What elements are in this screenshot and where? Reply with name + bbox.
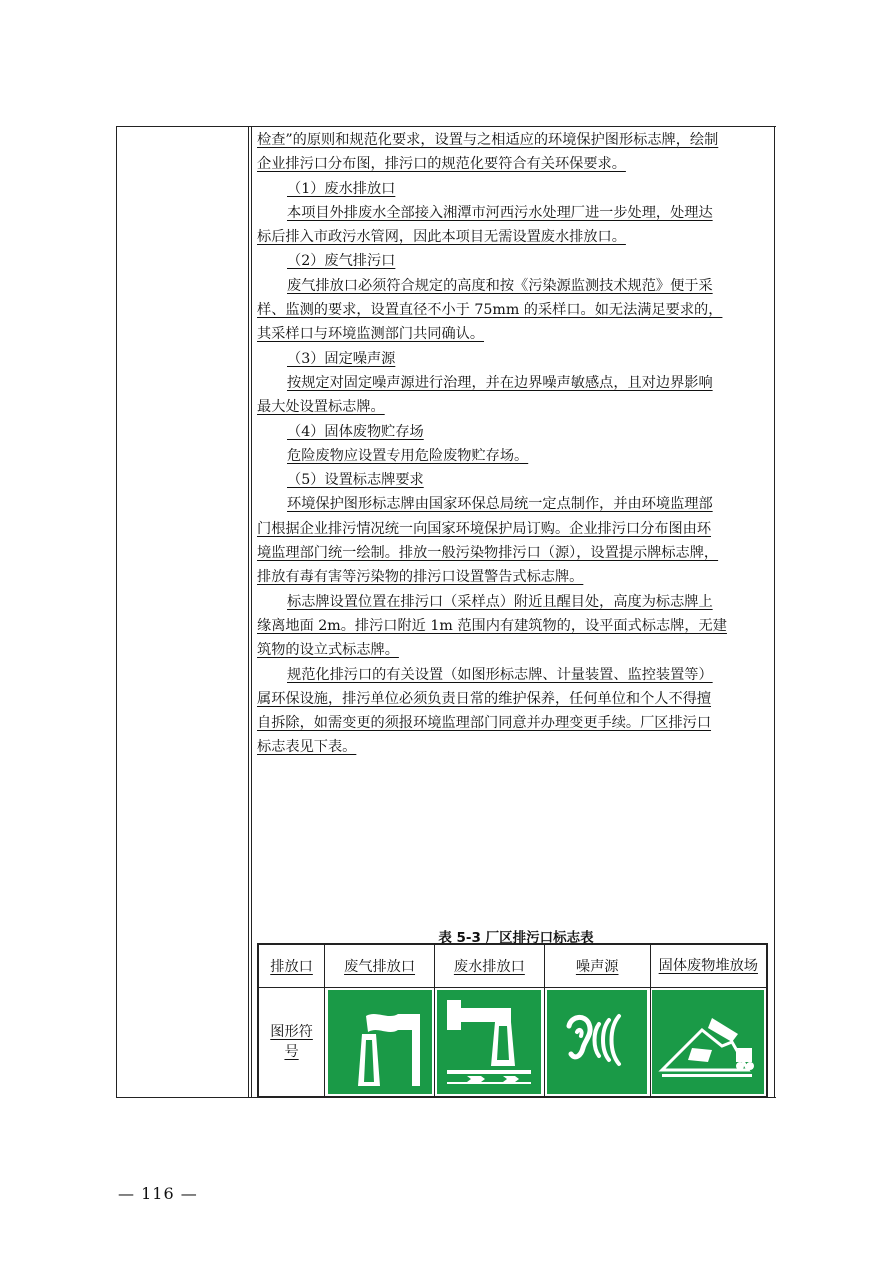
symbol-cell bbox=[434, 988, 544, 1098]
body-text bbox=[257, 128, 768, 760]
header-cell: 废水排放口 bbox=[434, 944, 544, 988]
symbol-cell bbox=[544, 988, 650, 1098]
header-cell: 噪声源 bbox=[544, 944, 650, 988]
header-cell: 废气排放口 bbox=[325, 944, 435, 988]
wastewater-outlet-icon bbox=[437, 990, 541, 1094]
outlet-sign-table bbox=[257, 943, 768, 1098]
text-line: 门根据企业排污情况统一向国家环境保护局订购。企业排污口分布图由环 bbox=[257, 520, 712, 537]
text-line: 废气排放口必须符合规定的高度和按《污染源监测技术规范》便于采 bbox=[287, 277, 713, 294]
table-caption: 表 5-3 厂区排污口标志表 bbox=[438, 930, 594, 946]
text-line: 标后排入市政污水管网，因此本项目无需设置废水排放口。 bbox=[257, 229, 626, 246]
text-line: 企业排污口分布图，排污口的规范化要符合有关环保要求。 bbox=[257, 156, 626, 173]
noise-source-icon bbox=[547, 990, 647, 1094]
text-line: 标志表见下表。 bbox=[257, 739, 357, 756]
section-heading: （2）废气排污口 bbox=[287, 253, 396, 270]
text-line: 自拆除，如需变更的须报环境监理部门同意并办理变更手续。厂区排污口 bbox=[257, 715, 712, 732]
symbol-cell bbox=[650, 988, 767, 1098]
exhaust-stack-icon bbox=[328, 990, 432, 1094]
text-line: 危险废物应设置专用危险废物贮存场。 bbox=[287, 447, 529, 464]
text-line: 检查”的原则和规范化要求，设置与之相适应的环境保护图形标志牌，绘制 bbox=[257, 132, 719, 148]
section-heading: （5）设置标志牌要求 bbox=[287, 472, 424, 489]
solid-waste-pile-icon bbox=[652, 990, 764, 1094]
section-heading: （4）固体废物贮存场 bbox=[287, 423, 424, 440]
text-line: 标志牌设置位置在排污口（采样点）附近且醒目处，高度为标志牌上 bbox=[287, 593, 713, 610]
text-line: 境监理部门统一绘制。排放一般污染物排污口（源），设置提示牌标志牌， bbox=[257, 545, 719, 562]
section-heading: （3）固定噪声源 bbox=[287, 350, 396, 367]
text-line: 筑物的设立式标志牌。 bbox=[257, 642, 399, 659]
text-line: 其采样口与环境监测部门共同确认。 bbox=[257, 326, 485, 343]
text-line: 样、监测的要求，设置直径不小于 75mm 的采样口。如无法满足要求的， bbox=[257, 302, 723, 319]
text-line: 按规定对固定噪声源进行治理，并在边界噪声敏感点，且对边界影响 bbox=[287, 374, 713, 391]
text-line: 本项目外排废水全部接入湘潭市河西污水处理厂进一步处理，处理达 bbox=[287, 204, 713, 221]
right-border bbox=[774, 126, 775, 1098]
text-line: 排放有毒有害等污染物的排污口设置警告式标志牌。 bbox=[257, 569, 584, 586]
section-heading: （1）废水排放口 bbox=[287, 180, 396, 197]
text-line: 缘离地面 2m。排污口附近 1m 范围内有建筑物的，设平面式标志牌，无建 bbox=[257, 617, 727, 634]
text-line: 最大处设置标志牌。 bbox=[257, 399, 385, 416]
header-cell: 排放口 bbox=[258, 944, 325, 988]
text-line: 属环保设施，排污单位必须负责日常的维护保养，任何单位和个人不得擅 bbox=[257, 690, 712, 707]
symbol-cell bbox=[325, 988, 435, 1098]
column-separator bbox=[248, 126, 252, 1098]
row-label: 图形符号 bbox=[258, 988, 325, 1098]
text-line: 环境保护图形标志牌由国家环保总局统一定点制作，并由环境监理部 bbox=[287, 496, 713, 513]
text-line: 规范化排污口的有关设置（如图形标志牌、计量装置、监控装置等） bbox=[287, 666, 713, 683]
page-number: — 116 — bbox=[118, 1184, 198, 1203]
header-cell: 固体废物堆放场 bbox=[650, 944, 767, 988]
